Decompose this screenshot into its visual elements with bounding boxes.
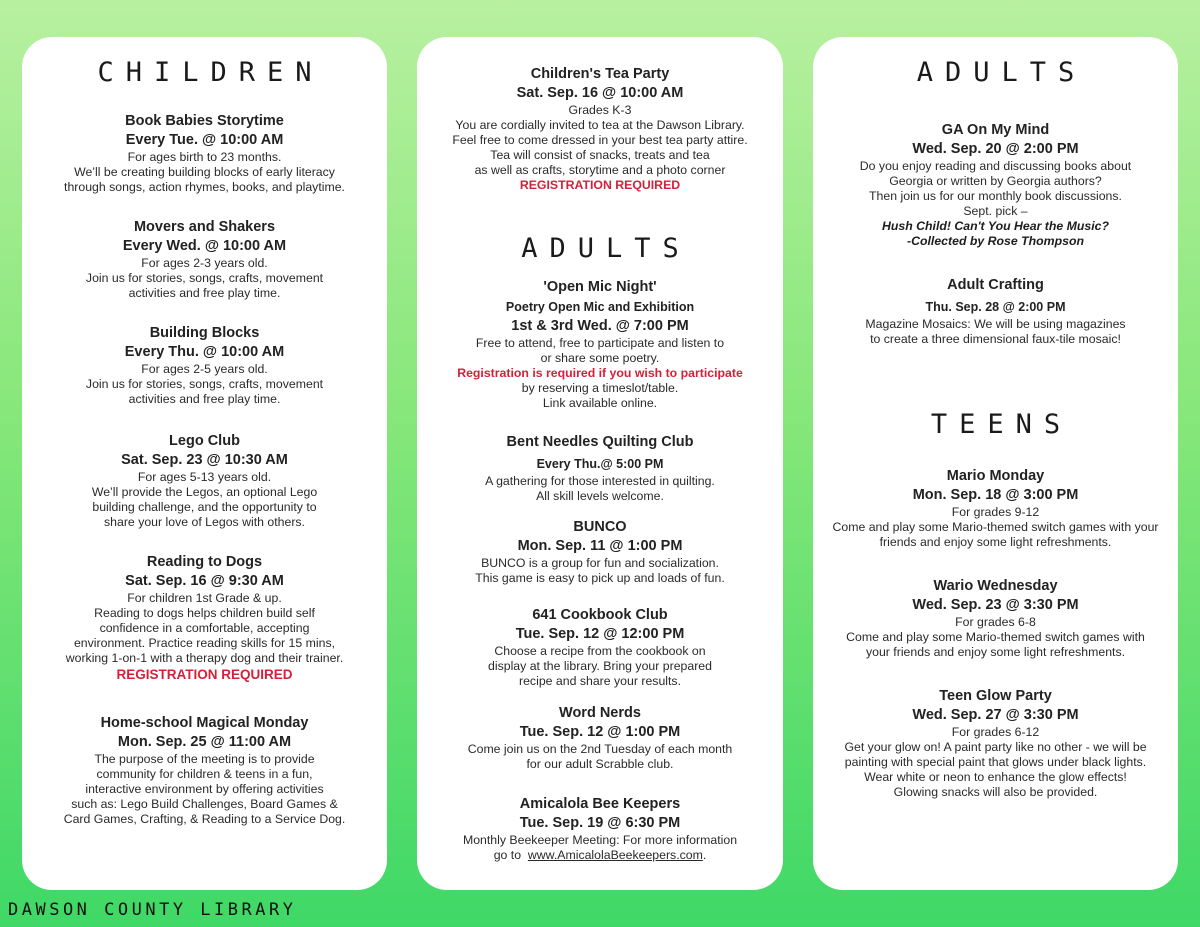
event-when: Tue. Sep. 12 @ 1:00 PM <box>519 724 681 740</box>
event-description: A gathering for those interested in quilting. All skill levels welcome. <box>485 474 715 503</box>
event-description: Free to attend, free to participate and listen to or share some poetry. <box>475 336 725 365</box>
event-description: Grades K-3 You are cordially invited to tea at the Dawson Library. Feel free to come dressed in your best tea party attire. Tea will consist of snacks, treats and tea as well as crafts, storytime and a photo corner <box>452 103 748 177</box>
event-title: 'Open Mic Night' <box>543 279 657 295</box>
event-description: The purpose of the meeting is to provide community for children & teens in a fun, interactive environment by offering activities such as: Lego Build Challenges, Board Games & Card Games, Crafting, & Reading to a Service Dog. <box>63 752 346 826</box>
event-when: Every Thu. @ 10:00 AM <box>124 344 285 360</box>
event-title: Movers and Shakers <box>133 219 276 235</box>
event-title: Adult Crafting <box>947 277 1044 293</box>
event-description: BUNCO is a group for fun and socialization. This game is easy to pick up and loads of fun. <box>475 556 725 585</box>
event-when: Every Tue. @ 10:00 AM <box>125 132 284 148</box>
teens-heading: TEENS <box>930 409 1073 440</box>
library-name-footer: DAWSON COUNTY LIBRARY <box>8 900 297 920</box>
event-bee-keepers <box>417 795 783 863</box>
event-teen-glow-party <box>813 687 1178 800</box>
adults-heading: ADULTS <box>521 233 691 264</box>
event-description: For ages 2-3 years old. Join us for stories, songs, crafts, movement activities and free play time. <box>85 256 324 300</box>
event-description: For ages 5-13 years old. We’ll provide the Legos, an optional Lego building challenge, and the opportunity to share your love of Legos with others. <box>91 470 318 529</box>
event-lego-club <box>22 432 387 530</box>
event-title: Word Nerds <box>559 705 641 721</box>
event-when: Sat. Sep. 16 @ 10:00 AM <box>516 85 684 101</box>
event-title: Bent Needles Quilting Club <box>506 434 694 450</box>
event-when: Wed. Sep. 20 @ 2:00 PM <box>912 141 1079 157</box>
registration-note: REGISTRATION REQUIRED <box>519 178 681 192</box>
event-description: For grades 6-12 Get your glow on! A paint party like no other - we will be painting with special paint that glows under black lights. Wear white or neon to enhance the glow effects! Glowing snacks will also be provided. <box>844 725 1147 799</box>
event-word-nerds <box>417 704 783 772</box>
event-title: Mario Monday <box>946 468 1045 484</box>
right-panel <box>813 37 1178 890</box>
event-open-mic <box>417 278 783 411</box>
event-when: Mon. Sep. 11 @ 1:00 PM <box>517 538 683 554</box>
event-homeschool-monday <box>22 714 387 827</box>
event-title: Book Babies Storytime <box>125 113 284 129</box>
event-description: Come join us on the 2nd Tuesday of each month for our adult Scrabble club. <box>467 742 733 771</box>
event-subtitle: Poetry Open Mic and Exhibition <box>505 300 695 314</box>
event-title: 641 Cookbook Club <box>532 607 668 623</box>
event-when: Tue. Sep. 12 @ 12:00 PM <box>515 626 685 642</box>
event-title: Amicalola Bee Keepers <box>519 796 681 812</box>
event-title: BUNCO <box>573 519 627 535</box>
event-movers-shakers <box>22 218 387 301</box>
event-mario-monday <box>799 467 1192 550</box>
event-wario-wednesday <box>813 577 1178 660</box>
event-description: Choose a recipe from the cookbook on display at the library. Bring your prepared recipe and share your results. <box>488 644 712 688</box>
event-when: Wed. Sep. 27 @ 3:30 PM <box>912 707 1079 723</box>
event-adult-crafting <box>813 276 1178 347</box>
event-when: Tue. Sep. 19 @ 6:30 PM <box>519 815 681 831</box>
event-bunco <box>417 518 783 586</box>
event-description: Do you enjoy reading and discussing books about Georgia or written by Georgia authors? Then join us for our monthly book discussions. Sept. pick – <box>859 159 1132 218</box>
event-when: Mon. Sep. 18 @ 3:00 PM <box>912 487 1079 503</box>
book-pick: Hush Child! Can't You Hear the Music? -Collected by Rose Thompson <box>881 219 1110 248</box>
event-when: Every Thu.@ 5:00 PM <box>536 457 664 471</box>
registration-note: REGISTRATION REQUIRED <box>116 667 293 682</box>
event-building-blocks <box>22 324 387 407</box>
event-title: Children's Tea Party <box>530 66 670 82</box>
event-title: Lego Club <box>169 433 240 449</box>
event-when: Sat. Sep. 16 @ 9:30 AM <box>125 573 284 589</box>
event-title: Wario Wednesday <box>933 578 1058 594</box>
children-panel <box>22 37 387 890</box>
event-description: For grades 6-8 Come and play some Mario-themed switch games with your friends and enjoy some light refreshments. <box>846 615 1145 659</box>
event-tea-party <box>417 65 783 193</box>
event-title: Reading to Dogs <box>146 554 263 570</box>
event-link-line <box>417 848 783 863</box>
link-suffix: . <box>702 848 707 862</box>
event-description: For ages 2-5 years old. Join us for stories, songs, crafts, movement activities and free play time. <box>85 362 324 406</box>
beekeepers-link[interactable]: www.AmicalolaBeekeepers.com <box>527 848 703 862</box>
event-description: For grades 9-12 Come and play some Mario-themed switch games with your friends and enjoy some light refreshments. <box>832 505 1159 549</box>
event-quilting <box>417 433 783 504</box>
event-description: Monthly Beekeeper Meeting: For more information <box>462 833 738 847</box>
event-description: For ages birth to 23 months. We’ll be creating building blocks of early literacy through songs, action rhymes, books, and playtime. <box>64 150 345 194</box>
event-reading-to-dogs <box>22 553 387 683</box>
event-title: Teen Glow Party <box>939 688 1052 704</box>
event-description: Magazine Mosaics: We will be using magazines to create a three dimensional faux-tile mosaic! <box>865 317 1126 346</box>
event-when: 1st & 3rd Wed. @ 7:00 PM <box>511 318 689 334</box>
event-when: Thu. Sep. 28 @ 2:00 PM <box>925 300 1066 314</box>
event-when: Mon. Sep. 25 @ 11:00 AM <box>117 734 292 750</box>
link-prefix: go to <box>493 848 528 862</box>
children-heading: CHILDREN <box>97 57 324 88</box>
event-title: Building Blocks <box>149 325 260 341</box>
middle-panel <box>417 37 783 890</box>
event-ga-on-my-mind <box>813 121 1178 249</box>
event-title: Home-school Magical Monday <box>100 715 309 731</box>
adults-heading: ADULTS <box>916 57 1087 88</box>
event-when: Every Wed. @ 10:00 AM <box>122 238 287 254</box>
event-description-2: by reserving a timeslot/table. Link available online. <box>521 381 679 410</box>
event-book-babies <box>22 112 387 195</box>
event-cookbook-club <box>417 606 783 689</box>
registration-note: Registration is required if you wish to participate <box>457 366 743 380</box>
event-title: GA On My Mind <box>941 122 1050 138</box>
event-when: Sat. Sep. 23 @ 10:30 AM <box>121 452 288 468</box>
event-when: Wed. Sep. 23 @ 3:30 PM <box>912 597 1079 613</box>
event-description: For children 1st Grade & up. Reading to dogs helps children build self confidence in a comfortable, accepting environment. Practice reading skills for 15 mins, working 1-on-1 with a therapy dog and their trainer. <box>65 591 344 665</box>
